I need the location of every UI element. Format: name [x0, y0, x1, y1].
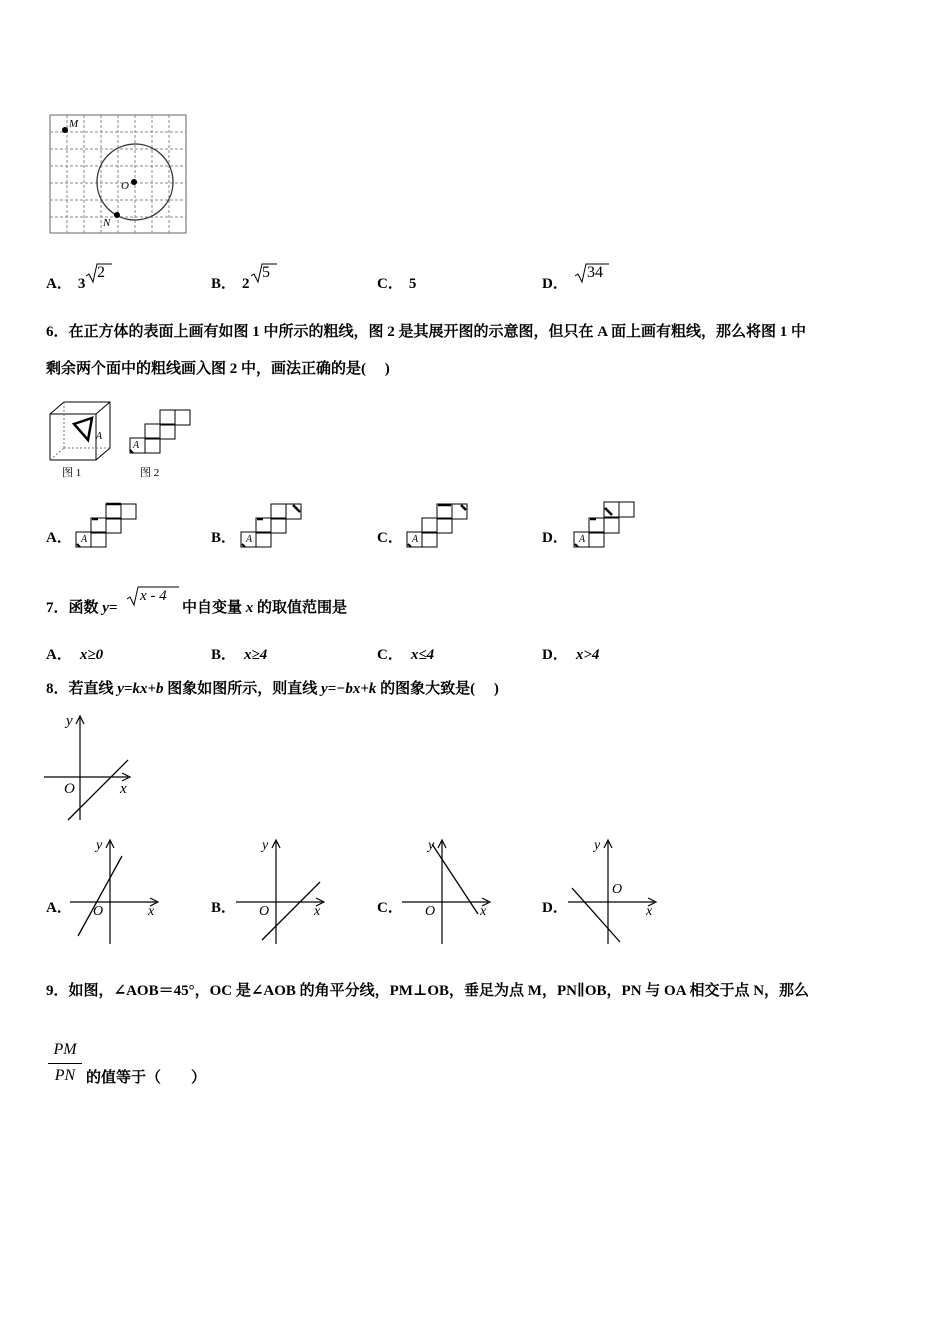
q5-b-radicand: 5	[262, 264, 270, 281]
q7-option-a[interactable]	[46, 643, 103, 664]
q8-given-y-label: y	[66, 713, 73, 729]
q5-option-c[interactable]	[377, 272, 416, 293]
point-n-label: N	[103, 217, 111, 229]
q8-stem	[46, 677, 499, 698]
q8-option-b[interactable]: B．	[211, 900, 237, 916]
q6-option-b[interactable]: B．	[211, 530, 237, 546]
q8-a-x-label: x	[148, 904, 155, 919]
q6-d-face-label: A	[579, 534, 586, 545]
q8-option-c[interactable]: C．	[377, 900, 403, 916]
q5-option-a[interactable]	[46, 272, 85, 293]
q7-stem-tail	[182, 596, 347, 617]
q9-fraction-denominator: PN	[54, 1067, 76, 1084]
q9-stem-tail: 的值等于（ ）	[86, 1070, 207, 1086]
option-expr: x≥4	[244, 647, 268, 663]
option-letter: C．	[377, 276, 403, 292]
q6-b-face-label: A	[246, 534, 253, 545]
q8-option-d[interactable]: D．	[542, 900, 568, 916]
q8-a-y-label: y	[96, 838, 103, 853]
option-letter: A．	[46, 276, 72, 292]
q8-b-origin-label: O	[259, 904, 270, 919]
q8-d-x-label: x	[646, 904, 653, 919]
point-o-label: O	[121, 180, 129, 192]
q6-a-face-label: A	[81, 534, 88, 545]
q7-suffix-a: 中自变量	[182, 600, 246, 616]
q7-radicand: x - 4	[140, 588, 167, 604]
option-letter: A．	[46, 647, 72, 663]
q8-c-y-label: y	[428, 838, 435, 853]
cube-figure	[48, 400, 118, 470]
q8-option-a[interactable]: A．	[46, 900, 72, 916]
option-letter: C．	[377, 647, 403, 663]
q8-d-y-label: y	[594, 838, 601, 853]
q8-p1: 8．若直线	[46, 681, 118, 697]
q8-option-b-graph	[236, 836, 336, 946]
q8-c-x-label: x	[480, 904, 487, 919]
option-expr: x≥0	[79, 647, 104, 663]
q9-fraction-bar	[48, 1063, 82, 1064]
point-m-label: M	[69, 118, 79, 130]
fig1-caption: 图 1	[62, 467, 82, 479]
q5-d-radicand: 34	[587, 264, 603, 281]
q8-a-origin-label: O	[93, 904, 104, 919]
q7-var: x	[245, 600, 254, 616]
q8-given-origin-label: O	[64, 781, 75, 797]
q7-y-eq: y=	[102, 600, 118, 616]
q8-option-c-graph	[402, 836, 502, 946]
option-letter: D．	[542, 647, 568, 663]
option-coef: 3	[77, 276, 86, 292]
q9-fraction-numerator: PM	[53, 1041, 77, 1058]
q6-stem-line2: 剩余两个面中的粗线画入图 2 中，画法正确的是( )	[46, 361, 390, 377]
option-letter: D．	[542, 276, 568, 292]
q6-option-a[interactable]: A．	[46, 530, 72, 546]
q7-stem	[46, 596, 117, 617]
fig2-caption: 图 2	[140, 467, 160, 479]
q7-prefix: 7．函数	[46, 600, 103, 616]
option-coef: 2	[242, 276, 250, 292]
q8-c-origin-label: O	[425, 904, 436, 919]
cube-face-a-label: A	[96, 431, 103, 442]
q9-stem-line1: 9．如图，∠AOB＝45°，OC 是∠AOB 的角平分线，PM⊥OB，垂足为点 M，PN∥OB，PN 与 OA 相交于点 N，那么	[46, 983, 810, 999]
option-expr: x≤4	[410, 647, 435, 663]
q7-suffix-b: 的取值范围是	[253, 600, 348, 616]
q8-option-a-graph	[70, 836, 170, 946]
q8-given-graph	[44, 716, 154, 826]
q6-c-face-label: A	[412, 534, 419, 545]
option-letter: B．	[211, 276, 237, 292]
q8-d-origin-label: O	[612, 882, 623, 897]
q7-option-b[interactable]	[211, 643, 267, 664]
q8-eq1: y=kx+b	[117, 681, 164, 697]
net-face-a-label: A	[133, 440, 140, 451]
q8-b-y-label: y	[262, 838, 269, 853]
q8-given-x-label: x	[120, 781, 127, 797]
q8-p2: 图象如图所示，则直线	[163, 681, 322, 697]
q5-a-radicand: 2	[97, 264, 105, 281]
q5-option-b[interactable]	[211, 272, 250, 293]
option-letter: B．	[211, 647, 237, 663]
q7-option-d[interactable]	[542, 643, 599, 664]
q6-option-c[interactable]: C．	[377, 530, 403, 546]
q8-b-x-label: x	[314, 904, 321, 919]
q6-stem-line1: 6．在正方体的表面上画有如图 1 中所示的粗线，图 2 是其展开图的示意图，但只在 A 面上画有粗线，那么将图 1 中	[46, 324, 807, 340]
q6-option-d[interactable]: D．	[542, 530, 568, 546]
q8-eq2: y=−bx+k	[321, 681, 377, 697]
q7-option-c[interactable]	[377, 643, 434, 664]
option-value: 5	[408, 276, 417, 292]
option-expr: x>4	[575, 647, 600, 663]
q5-option-d[interactable]	[542, 272, 568, 293]
q8-p3: 的图象大致是( )	[376, 681, 499, 697]
